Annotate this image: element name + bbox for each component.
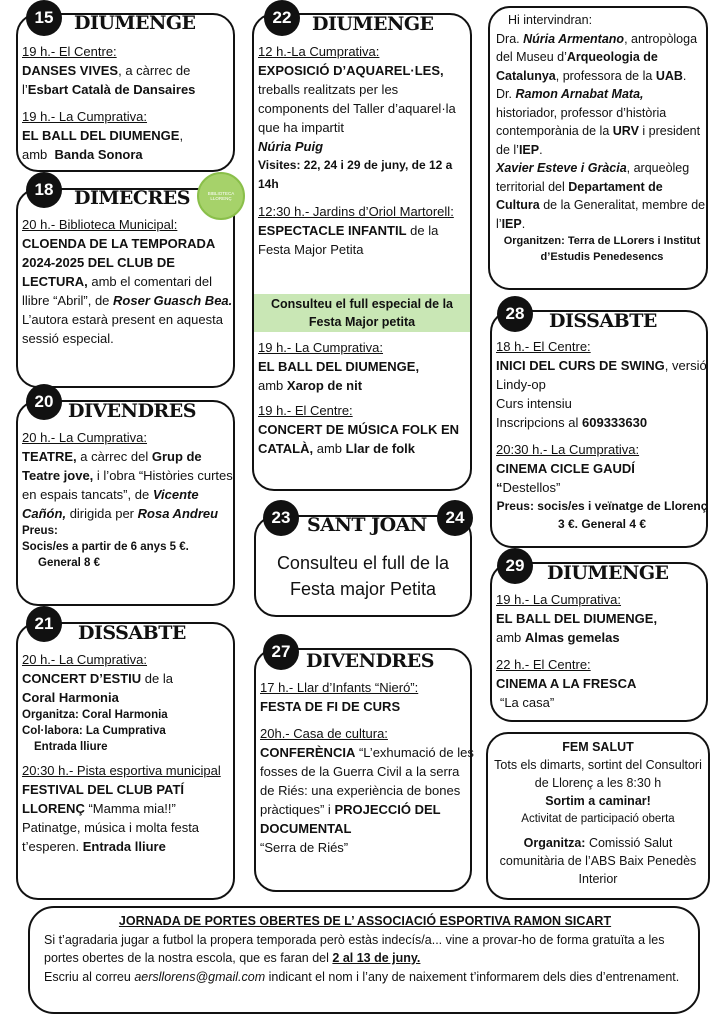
event-location: 20:30 h.- Pista esportiva municipal	[22, 763, 221, 778]
event-author: Roser Guasch Bea.	[113, 293, 233, 308]
guest-desc: de la Generalitat, membre de l’	[496, 198, 706, 231]
day-number-23: 23	[263, 500, 299, 536]
event-text: amb el comentari del llibre “Abril”, de	[22, 274, 213, 308]
event-text: amb	[496, 630, 522, 645]
day-title-28: DISSABTE	[549, 310, 657, 332]
guest-name: Núria Armentano	[523, 31, 625, 46]
event-free-entry: Entrada lliure	[34, 741, 108, 753]
health-title: FEM SALUT	[562, 740, 634, 754]
health-content	[490, 738, 706, 888]
guest-name: Ramon Arnabat Mata,	[515, 87, 644, 101]
event-title: EL BALL DEL DIUMENGE,	[258, 359, 420, 374]
event-title: CINEMA A LA FRESCA	[496, 676, 637, 691]
guests-list: Hi intervindran: Dra. Núria Armentano, antropòloga del Museu d’Arqueologia de Catalunya, professora de la UAB. Dr. Ramon Arnabat Mata, historiador, professor d’història contemporània de la URV i president de l’IEP. Xavier Esteve i Gràcia, arqueòleg territorial del Departament de Cultura de la Generalitat, membre de l’IEP. Organitzen: Terra de LLorers i Institut d’Estudis Penedesencs	[492, 11, 712, 265]
event-group: Grup de Teatre jove,	[22, 449, 202, 483]
football-text: Si t’agradaria jugar a futbol la propera temporada però estàs indecís/a... vine a provar-ho de forma gratuïta a les portes obertes de la nostra escola, que es faran del	[44, 932, 665, 965]
guest-desc: historiador, professor d’història contemporània de la	[496, 105, 667, 138]
guest-name: Xavier Esteve i Gràcia	[496, 161, 627, 175]
event-organizer: Organitza: Coral Harmonia	[22, 709, 168, 721]
event-title-2: PROJECCIÓ DEL DOCUMENTAL	[260, 802, 441, 836]
event-organizer: Esbart Català de Dansaires	[27, 82, 196, 97]
guest-desc: , professora de la	[555, 68, 653, 83]
event-location: 19 h.- El Centre:	[22, 44, 117, 59]
health-walk: Sortim a caminar!	[545, 794, 651, 808]
football-text: indicant el nom i l’any de naixement t’informarem dels dies d’entrenament.	[268, 969, 680, 984]
event-title: TEATRE,	[22, 449, 77, 464]
event-text: , versió Lindy-op	[496, 358, 707, 392]
prices-general: General 8 €	[38, 557, 101, 569]
event-prices: Preus: socis/es i veïnatge de Llorenç 3 €. General 4 €	[496, 499, 708, 531]
prices-label: Preus:	[22, 525, 58, 537]
event-text: Inscripcions al	[496, 415, 579, 430]
event-location: 19 h.- El Centre:	[258, 403, 353, 418]
event-choir: Coral Harmonia	[22, 690, 119, 705]
event-collaborator: Col·labora: La Cumprativa	[22, 725, 166, 737]
event-title: CONCERT DE MÚSICA FOLK EN CATALÀ,	[258, 422, 460, 456]
day-22-events	[254, 42, 476, 259]
day-title-22: DIUMENGE	[312, 13, 434, 35]
event-location: 12 h.-La Cumprativa:	[258, 44, 380, 59]
day-29-events	[492, 590, 712, 712]
event-band: Llar de folk	[345, 441, 416, 456]
event-location: 20 h.- Biblioteca Municipal:	[22, 217, 178, 232]
health-schedule: Tots els dimarts, sortint del Consultori de Llorenç a les 8:30 h	[494, 758, 702, 790]
event-location: 17 h.- Llar d’Infants “Nieró”:	[260, 680, 419, 695]
event-text: “Mamma mia!!” Patinatge, música i molta festa t’esperen.	[22, 801, 200, 854]
football-dates: 2 al 13 de juny.	[332, 951, 421, 965]
event-title: CLOENDA DE LA TEMPORADA 2024-2025 DEL CLUB DE LECTURA,	[22, 236, 215, 289]
health-org-label: Organitza:	[523, 836, 586, 850]
day-number-21: 21	[26, 606, 62, 642]
day-title-15: DIUMENGE	[74, 12, 196, 34]
day-28-events	[492, 337, 712, 533]
day-title-21: DISSABTE	[78, 622, 186, 644]
day-title-27: DIVENDRES	[306, 650, 434, 672]
event-title: EL BALL DEL DIUMENGE	[22, 128, 180, 143]
event-visits: Visites: 22, 24 i 29 de juny, de 12 a 14h	[258, 158, 453, 191]
event-location: 19 h.- La Cumprativa:	[496, 592, 622, 607]
event-title: CONFERÈNCIA	[260, 745, 356, 760]
day-number-27: 27	[263, 634, 299, 670]
event-title: FESTIVAL DEL CLUB PATÍ LLORENÇ	[22, 782, 185, 816]
guest-org: URV	[612, 124, 639, 138]
event-text: amb	[22, 147, 48, 162]
event-location: 20:30 h.- La Cumprativa:	[496, 442, 640, 457]
day-22-events-2	[254, 338, 476, 458]
day-title-18: DIMECRES	[74, 187, 190, 209]
event-title: CONCERT D’ESTIU	[22, 671, 142, 686]
event-band: Almas gemelas	[524, 630, 620, 645]
sant-joan-text: Consulteu el full de la Festa major Petita	[276, 553, 450, 599]
event-text: de la Festa Major Petita	[258, 223, 439, 257]
event-text: a càrrec del	[80, 449, 149, 464]
guest-org: IEP	[518, 142, 540, 157]
football-title: JORNADA DE PORTES OBERTES DE L’ ASSOCIACIÓ ESPORTIVA RAMON SICART	[118, 914, 612, 928]
health-open: Activitat de participació oberta	[521, 813, 675, 825]
event-location: 18 h.- El Centre:	[496, 339, 591, 354]
guest-org: UAB	[655, 68, 683, 83]
day-number-22: 22	[264, 0, 300, 36]
guest-org: IEP	[501, 216, 522, 231]
event-free-entry: Entrada lliure	[82, 839, 166, 854]
guest-org: Arqueologia de Catalunya	[496, 50, 658, 83]
event-title: CINEMA CICLE GAUDÍ	[496, 461, 635, 476]
day-title-29: DIUMENGE	[547, 562, 669, 584]
event-title: DANSES VIVES	[22, 63, 119, 78]
event-location: 19 h.- La Cumprativa:	[258, 340, 384, 355]
event-band: Banda Sonora	[54, 147, 143, 162]
event-location: 22 h.- El Centre:	[496, 657, 591, 672]
event-location: 20 h.- La Cumprativa:	[22, 430, 148, 445]
event-film: “La casa”	[500, 695, 555, 710]
football-content	[44, 912, 686, 986]
day-21-events	[18, 650, 240, 856]
prices-members: Socis/es a partir de 6 anys 5 €.	[22, 541, 189, 553]
day-number-18: 18	[26, 172, 62, 208]
event-text: de la	[144, 671, 173, 686]
event-title: EXPOSICIÓ D’AQUAREL·LES,	[258, 63, 444, 78]
guest-desc: , antropòloga del Museu d’	[496, 31, 698, 64]
event-location: 19 h.- La Cumprativa:	[22, 109, 148, 124]
guest-title: Dr.	[496, 87, 512, 101]
event-author: Núria Puig	[258, 139, 324, 154]
event-text: i l’obra “Històries curtes en espais tancats”, de	[22, 468, 233, 502]
football-email[interactable]: aersllorens@gmail.com	[134, 969, 266, 984]
day-27-events	[256, 678, 478, 857]
event-phone: 609333630	[582, 415, 648, 430]
guest-desc: i president de l’	[496, 124, 701, 157]
day-number-15: 15	[26, 0, 62, 36]
event-film: Destellos”	[502, 480, 561, 495]
event-location: 20 h.- La Cumprativa:	[22, 652, 148, 667]
day-title-20: DIVENDRES	[68, 400, 196, 422]
guests-intro: Hi intervindran:	[508, 13, 593, 27]
day-number-24: 24	[437, 500, 473, 536]
event-text: amb	[258, 378, 284, 393]
event-title: EL BALL DEL DIUMENGE,	[496, 611, 658, 626]
event-text: amb	[316, 441, 343, 456]
guest-title: Dra.	[496, 31, 520, 46]
event-title: INICI DEL CURS DE SWING	[496, 358, 665, 373]
event-director: Rosa Andreu	[137, 506, 219, 521]
guests-organizers: Organitzen: Terra de LLorers i Institut d’Estudis Penedesencs	[503, 235, 701, 263]
day-number-29: 29	[497, 548, 533, 584]
festa-major-note: Consulteu el full especial de la Festa Major petita	[254, 294, 470, 332]
event-author: Vicente Cañón,	[22, 487, 199, 521]
event-text: L’autora estarà present en aquesta sessió especial.	[22, 312, 223, 346]
event-text: , a càrrec de	[118, 63, 191, 78]
library-logo: BIBLIOTECA LLORENÇ	[197, 172, 245, 220]
event-location: 20h.- Casa de cultura:	[260, 726, 388, 741]
event-title: FESTA DE FI DE CURS	[260, 699, 401, 714]
football-text: Escriu al correu	[44, 969, 131, 984]
guest-org: Departament de Cultura	[496, 179, 663, 212]
event-text: “L’exhumació de les fosses de la Guerra Civil a la serra de Riés: una experiència de bones pràctiques” i	[260, 745, 474, 817]
guest-desc: , arqueòleg territorial del	[496, 161, 690, 194]
day-number-28: 28	[497, 296, 533, 332]
event-location: 12:30 h.- Jardins d’Oriol Martorell:	[258, 204, 454, 219]
event-band: Xarop de nit	[286, 378, 363, 393]
day-title-sant-joan: SANT JOAN	[307, 514, 427, 536]
day-15-events: 19 h.- El Centre: DANSES VIVES, a càrrec de l’Esbart Català de Dansaires 19 h.- La Cumprativa: EL BALL DEL DIUMENGE, amb Banda Sonora	[18, 42, 240, 164]
event-documentary: “Serra de Riés”	[260, 840, 349, 855]
event-title: ESPECTACLE INFANTIL	[258, 223, 407, 238]
day-20-events	[18, 428, 240, 571]
day-18-events	[18, 215, 240, 348]
event-text: l’	[22, 82, 28, 97]
quote-mark: “	[496, 480, 503, 495]
event-text: treballs realitzats per les components del Taller d’aquarel·la que ha impartit	[258, 82, 456, 135]
event-text: dirigida per	[69, 506, 135, 521]
event-text: Curs intensiu	[496, 396, 572, 411]
day-number-20: 20	[26, 384, 62, 420]
health-org: Comissió Salut comunitària de l’ABS Baix Penedès Interior	[499, 836, 697, 886]
